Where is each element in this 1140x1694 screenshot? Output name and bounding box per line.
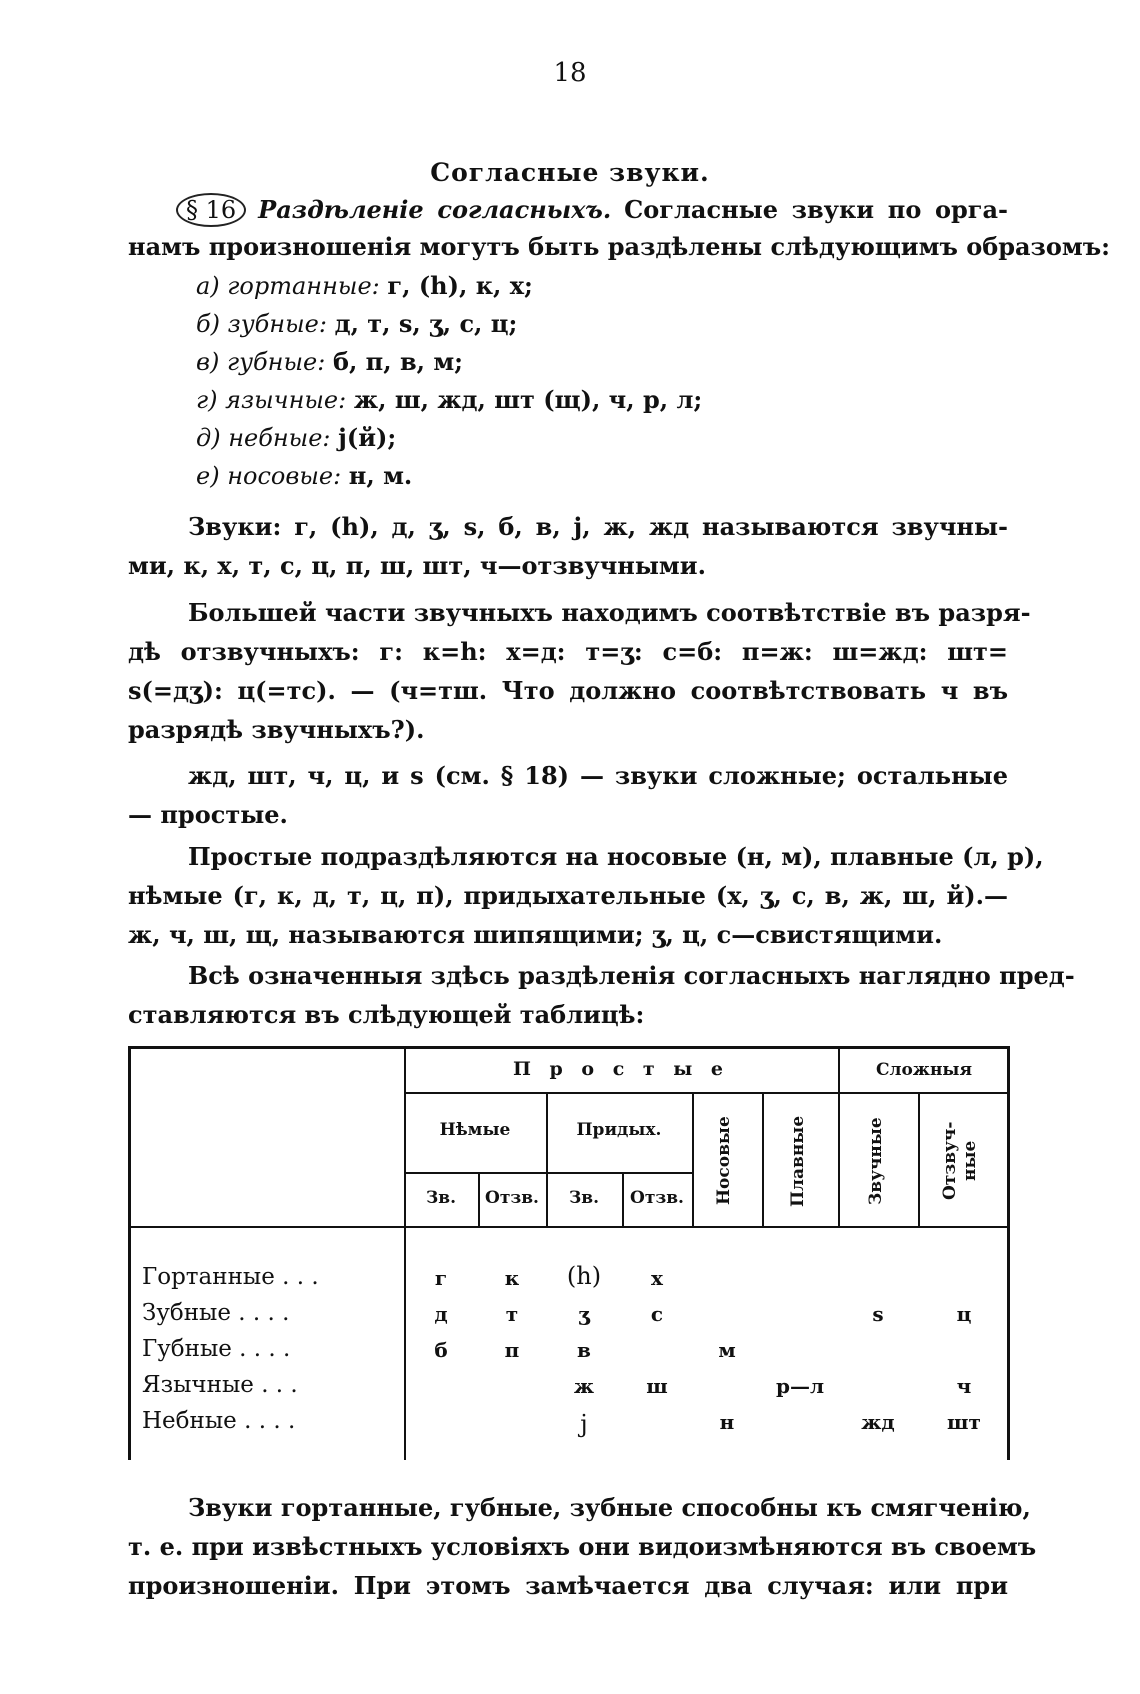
table-cell: д	[434, 1302, 448, 1326]
table-cell: х	[651, 1266, 663, 1290]
table-cell: жд	[861, 1410, 895, 1434]
list-item: е) носовые: н, м.	[196, 461, 413, 490]
table-rule	[692, 1092, 694, 1226]
paragraph-7-line: Звуки гортанные, губные, зубные способны къ смягченію,	[188, 1493, 1031, 1522]
table-cell: г	[434, 1266, 448, 1290]
table-cell: шт	[947, 1410, 981, 1434]
paragraph-3-line: Большей части звучныхъ находимъ соотвѣтствіе въ разря-	[188, 598, 1031, 627]
table-rule	[918, 1092, 920, 1226]
section-mark: § 16	[176, 193, 246, 227]
table-cell: ц	[956, 1302, 972, 1326]
table-cell: н	[719, 1410, 735, 1434]
paragraph-1-title: Раздѣленіе согласныхъ.	[258, 195, 612, 224]
table-cell: м	[718, 1338, 736, 1362]
header-voiced-2: Зв.	[569, 1188, 599, 1208]
table-cell: п	[504, 1338, 520, 1362]
list-item: д) небные: j(й);	[196, 423, 397, 452]
paragraph-5-line: Простые подраздѣляются на носовые (н, м), плавные (л, р),	[188, 842, 1044, 871]
table-border	[128, 1046, 131, 1460]
row-label: Гортанные . . .	[142, 1264, 319, 1290]
paragraph-7-line: произношеніи. При этомъ замѣчается два случая: или при	[128, 1571, 1008, 1600]
header-voiceless-2: Отзв.	[630, 1188, 684, 1208]
list-item: а) гортанные: г, (h), к, х;	[196, 271, 533, 300]
table-cell: б	[434, 1338, 448, 1362]
table-cell: (h)	[566, 1262, 602, 1290]
table-rule	[404, 1172, 692, 1174]
paragraph-5-line: нѣмые (г, к, д, т, ц, п), придыхательные (х, ʒ, с, в, ж, ш, й).—	[128, 881, 1008, 910]
paragraph-3-line: разрядѣ звучныхъ?).	[128, 715, 425, 744]
table-cell: к	[504, 1266, 520, 1290]
table-cell: ш	[646, 1374, 668, 1398]
paragraph-2-line: Звуки: г, (h), д, ʒ, s, б, в, j, ж, жд называются звучны-	[188, 512, 1008, 541]
page-number: 18	[553, 58, 587, 88]
table-rule	[128, 1226, 1010, 1228]
header-liquid: Плавные	[788, 1115, 808, 1207]
header-nasal: Носовые	[714, 1116, 734, 1206]
table-cell: т	[505, 1302, 519, 1326]
row-label: Зубные . . . .	[142, 1300, 290, 1326]
table-border	[128, 1046, 1010, 1049]
paragraph-3-line: дѣ отзвучныхъ: г: к=h: х=д: т=ʒ: с=б: п=ж: ш=жд: шт=	[128, 637, 1008, 666]
header-voiceless-complex: Отзвуч-ные	[940, 1121, 980, 1201]
table-cell: с	[650, 1302, 664, 1326]
row-label: Язычные . . .	[142, 1372, 298, 1398]
paragraph-4-line: жд, шт, ч, ц, и s (см. § 18) — звуки сложные; остальные	[188, 761, 1008, 790]
row-label: Небные . . . .	[142, 1408, 296, 1434]
paragraph-6-line: Всѣ означенныя здѣсь раздѣленія согласныхъ наглядно пред-	[188, 961, 1075, 990]
paragraph-1-text: Согласные звуки по орга-	[624, 195, 1008, 224]
table-rule	[404, 1046, 406, 1460]
paragraph-2-line: ми, к, х, т, с, ц, п, ш, шт, ч—отзвучными.	[128, 551, 706, 580]
row-label: Губные . . . .	[142, 1336, 291, 1362]
table-cell: ʒ	[578, 1302, 590, 1326]
table-cell: ж	[573, 1374, 595, 1398]
table-rule	[404, 1092, 1010, 1094]
header-mute: Нѣмые	[439, 1120, 511, 1140]
list-item: б) зубные: д, т, s, ʒ, с, ц;	[196, 309, 518, 338]
header-aspirate: Придых.	[576, 1120, 662, 1140]
paragraph-5-line: ж, ч, ш, щ, называются шипящими; ʒ, ц, с—свистящими.	[128, 920, 943, 949]
paragraph-4-line: — простые.	[128, 800, 288, 829]
table-rule	[762, 1092, 764, 1226]
table-cell: s	[872, 1302, 884, 1326]
header-voiced-complex: Звучные	[866, 1117, 886, 1205]
paragraph-6-line: ставляются въ слѣдующей таблицѣ:	[128, 1000, 645, 1029]
table-cell: j	[580, 1410, 588, 1438]
paragraph-3-line: s(=дʒ): ц(=тс). — (ч=тш. Что должно соотвѣтствовать ч въ	[128, 676, 1008, 705]
header-voiceless-1: Отзв.	[485, 1188, 539, 1208]
consonant-table	[128, 1046, 1010, 1460]
section-heading: Согласные звуки.	[430, 158, 710, 187]
table-cell: в	[577, 1338, 591, 1362]
header-voiced-1: Зв.	[426, 1188, 456, 1208]
paragraph-7-line: т. е. при извѣстныхъ условіяхъ они видоизмѣняются въ своемъ	[128, 1532, 1037, 1561]
table-cell: ч	[956, 1374, 972, 1398]
header-simple: П р о с т ы е	[512, 1058, 730, 1080]
list-item: в) губные: б, п, в, м;	[196, 347, 464, 376]
list-item: г) язычные: ж, ш, жд, шт (щ), ч, р, л;	[196, 385, 703, 414]
paragraph-1-line-1	[176, 193, 1008, 227]
paragraph-1-line-2: намъ произношенія могутъ быть раздѣлены слѣдующимъ образомъ:	[128, 232, 1110, 261]
table-cell: р—л	[775, 1374, 825, 1398]
header-complex: Сложныя	[875, 1060, 973, 1080]
